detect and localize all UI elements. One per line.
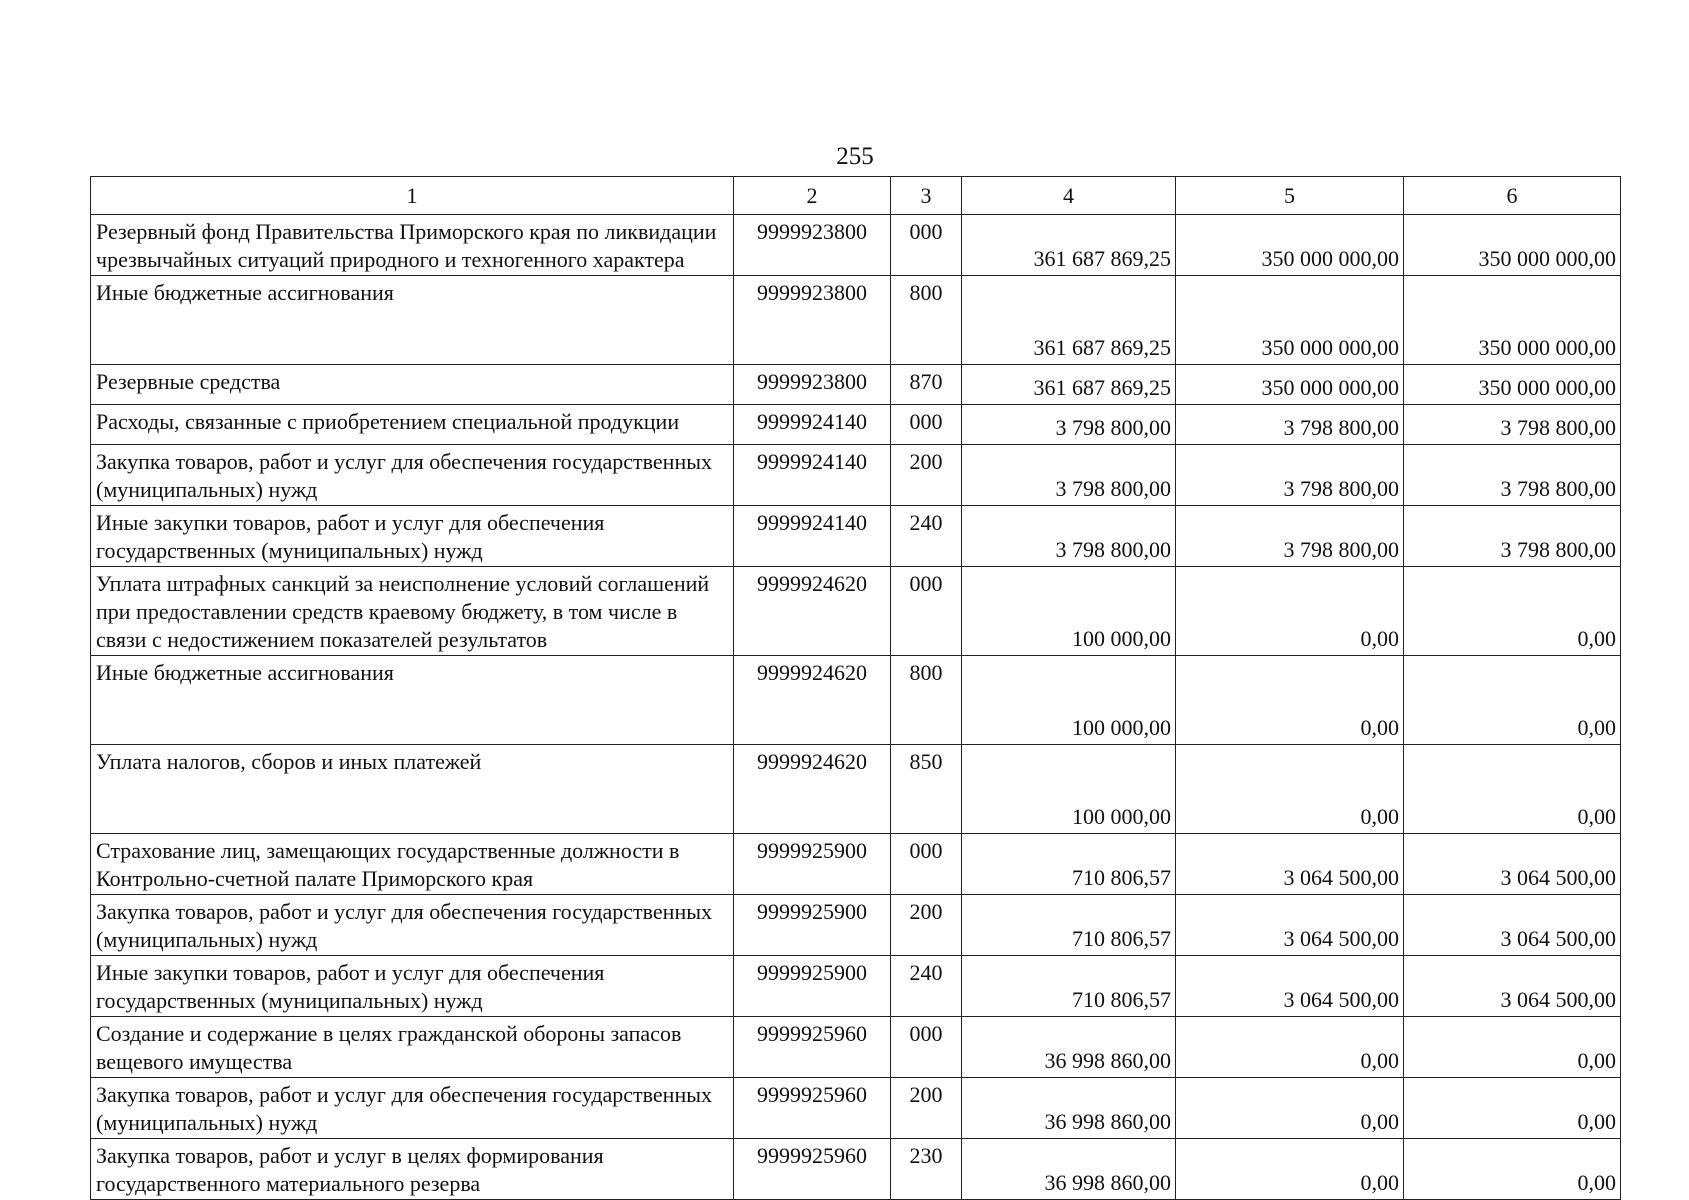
amount-col-4: 361 687 869,25: [962, 276, 1176, 365]
target-article-code: 9999925900: [734, 956, 891, 1017]
amount-col-4: 3 798 800,00: [962, 506, 1176, 567]
table-row: [91, 365, 1621, 405]
amount-col-6: 0,00: [1404, 656, 1621, 745]
table-row: [91, 506, 1621, 567]
row-name: Уплата налогов, сборов и иных платежей: [91, 745, 734, 834]
expense-type-code: 240: [891, 956, 962, 1017]
table-row: [91, 956, 1621, 1017]
target-article-code: 9999925960: [734, 1078, 891, 1139]
target-article-code: 9999924140: [734, 445, 891, 506]
target-article-code: 9999924620: [734, 745, 891, 834]
table-row: [91, 567, 1621, 656]
table-row: [91, 276, 1621, 365]
target-article-code: 9999923800: [734, 365, 891, 405]
table-row: [91, 745, 1621, 834]
row-name: Закупка товаров, работ и услуг для обеспечения государственных (муниципальных) нужд: [91, 1078, 734, 1139]
amount-col-5: 3 798 800,00: [1176, 506, 1404, 567]
amount-col-5: 350 000 000,00: [1176, 215, 1404, 276]
expense-type-code: 000: [891, 405, 962, 445]
target-article-code: 9999925900: [734, 834, 891, 895]
amount-col-6: 3 798 800,00: [1404, 506, 1621, 567]
amount-col-6: 350 000 000,00: [1404, 365, 1621, 405]
row-name: Уплата штрафных санкций за неисполнение условий соглашений при предоставлении средств краевому бюджету, в том числе в связи с недостижением показателей результатов: [91, 567, 734, 656]
row-name: Создание и содержание в целях гражданской обороны запасов вещевого имущества: [91, 1017, 734, 1078]
table-row: [91, 834, 1621, 895]
expense-type-code: 000: [891, 215, 962, 276]
target-article-code: 9999923800: [734, 276, 891, 365]
budget-table: [90, 176, 1621, 1200]
expense-type-code: 240: [891, 506, 962, 567]
table-row: [91, 1139, 1621, 1200]
row-name: Иные бюджетные ассигнования: [91, 276, 734, 365]
table-row: [91, 215, 1621, 276]
row-name: Резервные средства: [91, 365, 734, 405]
table-row: [91, 445, 1621, 506]
expense-type-code: 850: [891, 745, 962, 834]
target-article-code: 9999925960: [734, 1017, 891, 1078]
amount-col-6: 0,00: [1404, 1078, 1621, 1139]
table-row: [91, 1078, 1621, 1139]
amount-col-5: 3 064 500,00: [1176, 956, 1404, 1017]
row-name: Резервный фонд Правительства Приморского края по ликвидации чрезвычайных ситуаций природного и техногенного характера: [91, 215, 734, 276]
amount-col-6: 3 064 500,00: [1404, 956, 1621, 1017]
expense-type-code: 000: [891, 1017, 962, 1078]
row-name: Страхование лиц, замещающих государственные должности в Контрольно-счетной палате Приморского края: [91, 834, 734, 895]
expense-type-code: 230: [891, 1139, 962, 1200]
target-article-code: 9999925900: [734, 895, 891, 956]
amount-col-5: 350 000 000,00: [1176, 365, 1404, 405]
expense-type-code: 800: [891, 656, 962, 745]
amount-col-4: 361 687 869,25: [962, 215, 1176, 276]
amount-col-5: 3 064 500,00: [1176, 834, 1404, 895]
amount-col-5: 3 798 800,00: [1176, 405, 1404, 445]
target-article-code: 9999923800: [734, 215, 891, 276]
amount-col-6: 3 798 800,00: [1404, 405, 1621, 445]
amount-col-4: 100 000,00: [962, 745, 1176, 834]
amount-col-4: 710 806,57: [962, 895, 1176, 956]
row-name: Иные закупки товаров, работ и услуг для обеспечения государственных (муниципальных) нужд: [91, 506, 734, 567]
amount-col-6: 350 000 000,00: [1404, 276, 1621, 365]
target-article-code: 9999924620: [734, 567, 891, 656]
amount-col-6: 0,00: [1404, 567, 1621, 656]
table-header-row: [91, 177, 1621, 215]
amount-col-4: 36 998 860,00: [962, 1078, 1176, 1139]
amount-col-5: 0,00: [1176, 656, 1404, 745]
target-article-code: 9999924140: [734, 506, 891, 567]
expense-type-code: 200: [891, 895, 962, 956]
table-row: [91, 895, 1621, 956]
table-row: [91, 656, 1621, 745]
amount-col-4: 36 998 860,00: [962, 1017, 1176, 1078]
page-number: 255: [836, 143, 874, 170]
expense-type-code: 000: [891, 834, 962, 895]
expense-type-code: 000: [891, 567, 962, 656]
expense-type-code: 870: [891, 365, 962, 405]
row-name: Закупка товаров, работ и услуг для обеспечения государственных (муниципальных) нужд: [91, 895, 734, 956]
table-row: [91, 405, 1621, 445]
target-article-code: 9999924140: [734, 405, 891, 445]
target-article-code: 9999924620: [734, 656, 891, 745]
amount-col-6: 350 000 000,00: [1404, 215, 1621, 276]
amount-col-4: 100 000,00: [962, 656, 1176, 745]
row-name: Закупка товаров, работ и услуг для обеспечения государственных (муниципальных) нужд: [91, 445, 734, 506]
expense-type-code: 800: [891, 276, 962, 365]
amount-col-6: 0,00: [1404, 745, 1621, 834]
table-row: [91, 1017, 1621, 1078]
amount-col-6: 0,00: [1404, 1139, 1621, 1200]
row-name: Иные бюджетные ассигнования: [91, 656, 734, 745]
amount-col-5: 0,00: [1176, 1139, 1404, 1200]
amount-col-6: 3 064 500,00: [1404, 834, 1621, 895]
amount-col-4: 36 998 860,00: [962, 1139, 1176, 1200]
amount-col-6: 0,00: [1404, 1017, 1621, 1078]
amount-col-4: 361 687 869,25: [962, 365, 1176, 405]
amount-col-5: 350 000 000,00: [1176, 276, 1404, 365]
expense-type-code: 200: [891, 445, 962, 506]
amount-col-5: 3 064 500,00: [1176, 895, 1404, 956]
amount-col-5: 3 798 800,00: [1176, 445, 1404, 506]
amount-col-5: 0,00: [1176, 1017, 1404, 1078]
amount-col-4: 710 806,57: [962, 956, 1176, 1017]
target-article-code: 9999925960: [734, 1139, 891, 1200]
expense-type-code: 200: [891, 1078, 962, 1139]
column-header: 3: [891, 177, 962, 215]
column-header: 4: [962, 177, 1176, 215]
amount-col-5: 0,00: [1176, 1078, 1404, 1139]
row-name: Закупка товаров, работ и услуг в целях формирования государственного материального резерва: [91, 1139, 734, 1200]
column-header: 5: [1176, 177, 1404, 215]
amount-col-4: 3 798 800,00: [962, 405, 1176, 445]
row-name: Расходы, связанные с приобретением специальной продукции: [91, 405, 734, 445]
amount-col-5: 0,00: [1176, 567, 1404, 656]
amount-col-4: 710 806,57: [962, 834, 1176, 895]
amount-col-6: 3 798 800,00: [1404, 445, 1621, 506]
amount-col-4: 3 798 800,00: [962, 445, 1176, 506]
column-header: 6: [1404, 177, 1621, 215]
column-header: 1: [91, 177, 734, 215]
amount-col-4: 100 000,00: [962, 567, 1176, 656]
row-name: Иные закупки товаров, работ и услуг для обеспечения государственных (муниципальных) нужд: [91, 956, 734, 1017]
amount-col-6: 3 064 500,00: [1404, 895, 1621, 956]
amount-col-5: 0,00: [1176, 745, 1404, 834]
column-header: 2: [734, 177, 891, 215]
